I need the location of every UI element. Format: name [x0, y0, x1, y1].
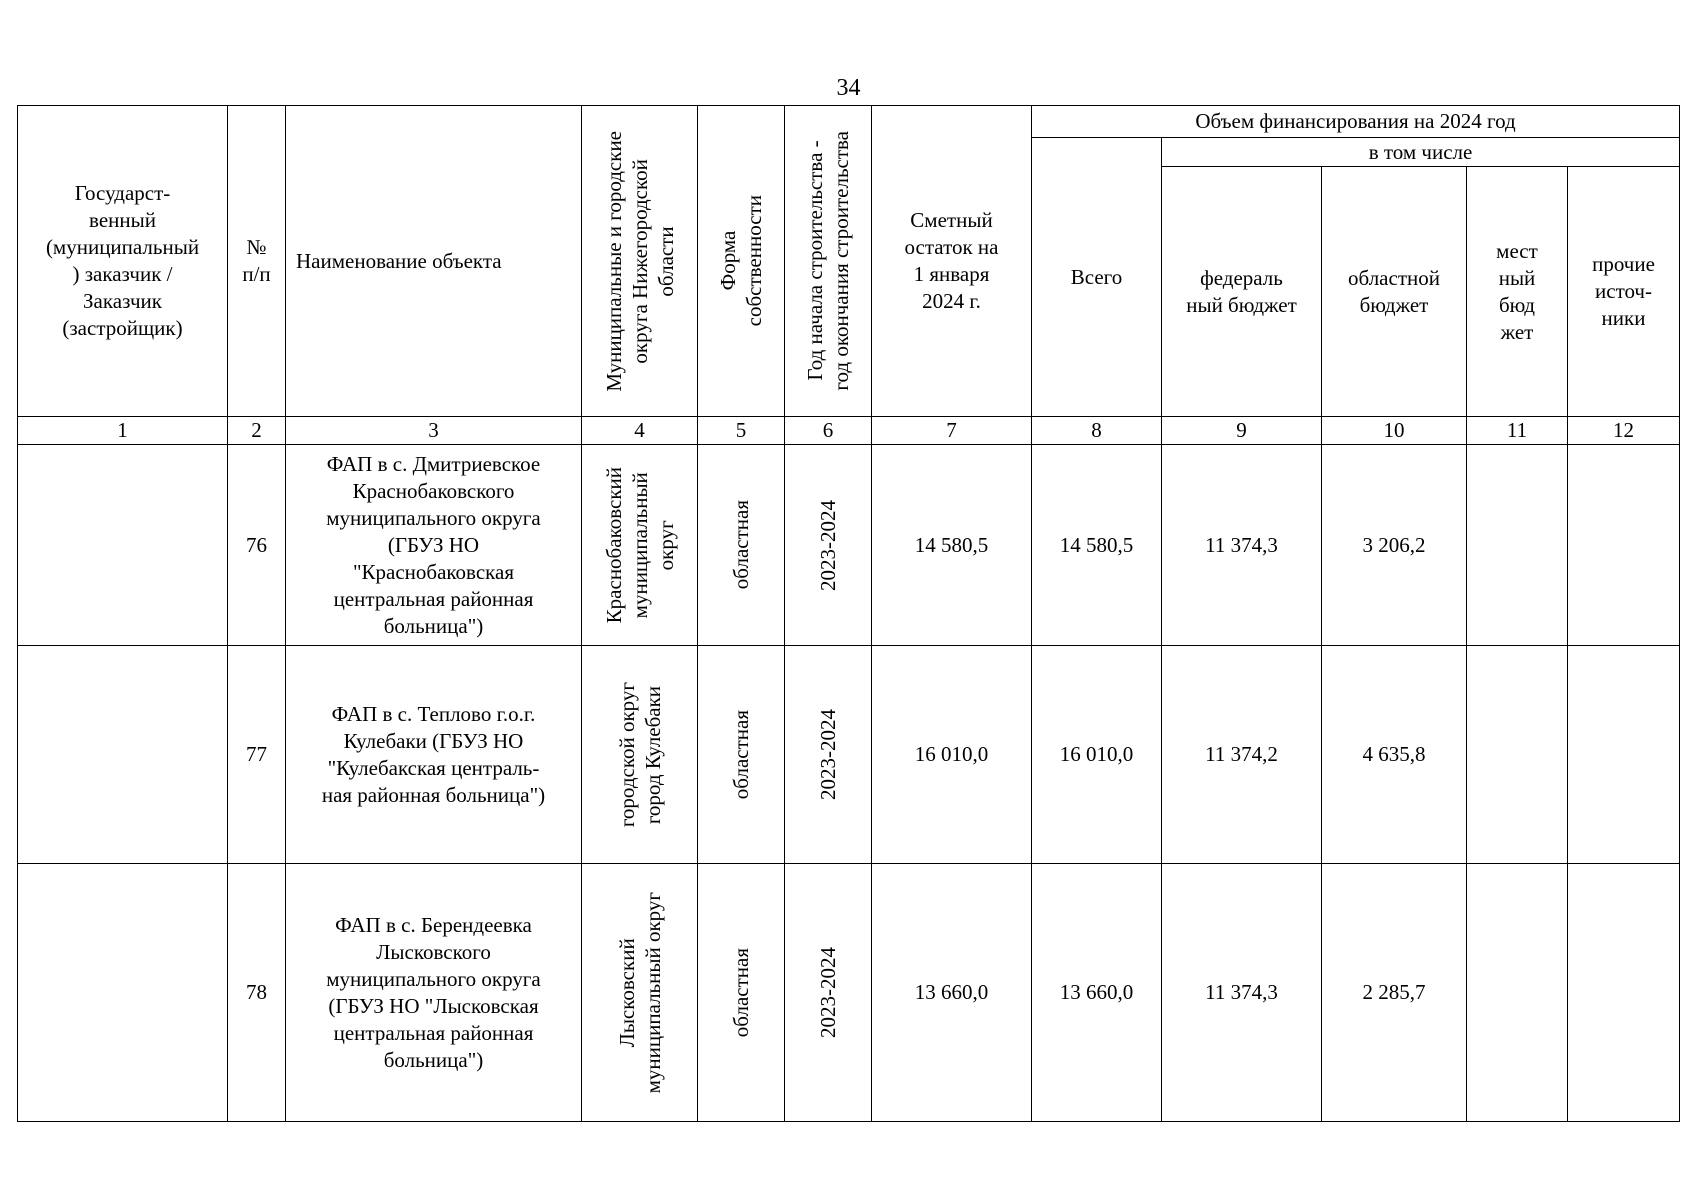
cell-other: [1568, 646, 1680, 864]
header-district: Муниципальные и городские округа Нижегородской области: [582, 106, 698, 417]
cell-district: городской округ город Кулебаки: [582, 646, 698, 864]
cell-customer: [18, 445, 228, 646]
cell-customer: [18, 646, 228, 864]
cell-years: 2023-2024: [785, 864, 872, 1122]
cell-district: Краснобаковский муниципальный округ: [582, 445, 698, 646]
header-financing: Объем финансирования на 2024 год: [1032, 106, 1680, 138]
cell-ownership: областная: [698, 864, 785, 1122]
header-total: Всего: [1032, 138, 1162, 417]
header-customer: Государст- венный (муниципальный ) заказчик / Заказчик (застройщик): [18, 106, 228, 417]
col-number: 6: [785, 417, 872, 445]
header-number: № п/п: [228, 106, 286, 417]
cell-federal: 11 374,2: [1162, 646, 1322, 864]
cell-object-name: ФАП в с. Дмитриевское Краснобаковского муниципального округа (ГБУЗ НО "Краснобаковская центральная районная больница"): [286, 445, 582, 646]
cell-total: 16 010,0: [1032, 646, 1162, 864]
col-number: 7: [872, 417, 1032, 445]
cell-customer: [18, 864, 228, 1122]
header-object-name: Наименование объекта: [286, 106, 582, 417]
cell-balance: 16 010,0: [872, 646, 1032, 864]
cell-years: 2023-2024: [785, 445, 872, 646]
cell-total: 14 580,5: [1032, 445, 1162, 646]
cell-other: [1568, 864, 1680, 1122]
col-number: 9: [1162, 417, 1322, 445]
col-number: 10: [1322, 417, 1467, 445]
cell-years: 2023-2024: [785, 646, 872, 864]
header-years: Год начала строительства - год окончания строительства: [785, 106, 872, 417]
col-number: 4: [582, 417, 698, 445]
cell-object-name: ФАП в с. Берендеевка Лысковского муниципального округа (ГБУЗ НО "Лысковская центральная районная больница"): [286, 864, 582, 1122]
col-number: 12: [1568, 417, 1680, 445]
table-row: [18, 864, 1680, 1122]
header-federal: федераль ный бюджет: [1162, 167, 1322, 417]
cell-ownership: областная: [698, 445, 785, 646]
financing-table: [17, 105, 1680, 1122]
header-regional: областной бюджет: [1322, 167, 1467, 417]
col-number: 3: [286, 417, 582, 445]
col-number: 1: [18, 417, 228, 445]
cell-other: [1568, 445, 1680, 646]
page-number: 34: [836, 75, 861, 101]
cell-regional: 3 206,2: [1322, 445, 1467, 646]
header-ownership: Форма собственности: [698, 106, 785, 417]
cell-object-name: ФАП в с. Теплово г.о.г. Кулебаки (ГБУЗ НО "Кулебакская централь- ная районная больница"): [286, 646, 582, 864]
cell-district: Лысковский муниципальный округ: [582, 864, 698, 1122]
cell-regional: 4 635,8: [1322, 646, 1467, 864]
col-number: 11: [1467, 417, 1568, 445]
header-including: в том числе: [1162, 138, 1680, 167]
cell-total: 13 660,0: [1032, 864, 1162, 1122]
cell-local: [1467, 445, 1568, 646]
col-number: 8: [1032, 417, 1162, 445]
cell-balance: 13 660,0: [872, 864, 1032, 1122]
col-number: 2: [228, 417, 286, 445]
table-row: [18, 445, 1680, 646]
cell-federal: 11 374,3: [1162, 864, 1322, 1122]
cell-federal: 11 374,3: [1162, 445, 1322, 646]
table-row: [18, 646, 1680, 864]
cell-number: 76: [228, 445, 286, 646]
header-local: мест ный бюд жет: [1467, 167, 1568, 417]
cell-local: [1467, 646, 1568, 864]
cell-number: 77: [228, 646, 286, 864]
cell-number: 78: [228, 864, 286, 1122]
col-number: 5: [698, 417, 785, 445]
cell-local: [1467, 864, 1568, 1122]
column-number-row: [18, 417, 1680, 445]
header-other: прочие источ- ники: [1568, 167, 1680, 417]
cell-regional: 2 285,7: [1322, 864, 1467, 1122]
cell-ownership: областная: [698, 646, 785, 864]
cell-balance: 14 580,5: [872, 445, 1032, 646]
header-balance: Сметный остаток на 1 января 2024 г.: [872, 106, 1032, 417]
